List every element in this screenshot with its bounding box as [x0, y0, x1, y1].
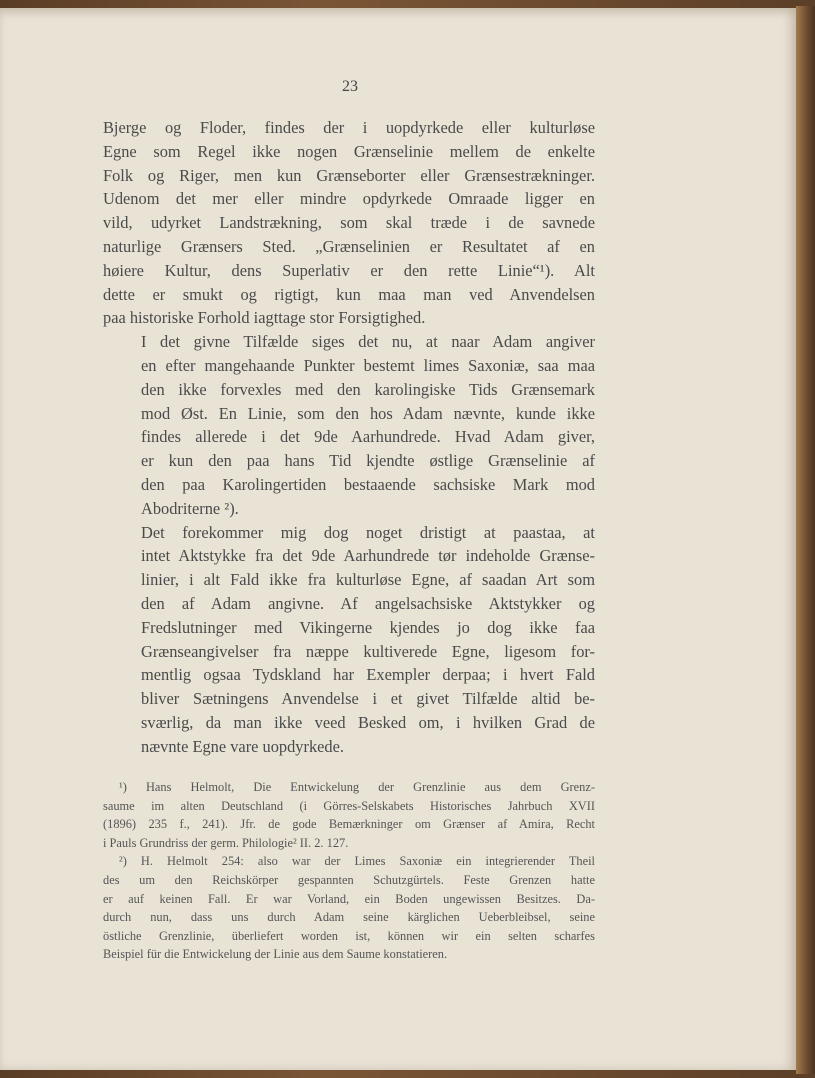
footnote-line: Beispiel für die Entwickelung der Linie aus dem Saume konstatieren. [103, 947, 448, 962]
footnote-line: er auf keinen Fall. Er war Vorland, ein Boden ungewissen Besitzes. Da- [103, 891, 595, 906]
text-line: linier, i alt Fald ikke fra kulturløse Egne, af saadan Art som [141, 570, 595, 590]
text-line: naturlige Grænsers Sted. „Grænselinien er Resultatet af en [103, 236, 595, 256]
paragraph-1 [103, 116, 595, 330]
page-number: 23 [342, 78, 358, 95]
text-line: høiere Kultur, dens Superlativ er den rette Linie“¹). Alt [103, 260, 595, 280]
text-line: den paa Karolingertiden bestaaende sachsiske Mark mod [141, 474, 595, 494]
text-line: Udenom det mer eller mindre opdyrkede Omraade ligger en [103, 189, 595, 209]
footnotes [103, 778, 595, 964]
body-text [103, 116, 595, 759]
text-line: mentlig ogsaa Tydskland har Exempler derpaa; i hvert Fald [141, 665, 595, 685]
footnote-line: des um den Reichskörper gespannten Schutzgürtels. Feste Grenzen hatte [103, 872, 595, 887]
text-line: nævnte Egne vare uopdyrkede. [141, 736, 344, 756]
text-line: Grænseangivelser fra næppe kultiverede Egne, ligesom for- [141, 641, 595, 661]
text-line: findes allerede i det 9de Aarhundrede. Hvad Adam giver, [141, 427, 595, 447]
footnote-line: saume im alten Deutschland (i Görres-Selskabets Historisches Jahrbuch XVII [103, 798, 595, 813]
text-line: en efter mangehaande Punkter bestemt limes Saxoniæ, saa maa [141, 355, 595, 375]
text-line: Det forekommer mig dog noget dristigt at paastaa, at [141, 522, 595, 542]
text-line: bliver Sætningens Anvendelse i et givet Tilfælde altid be- [141, 689, 595, 709]
text-line: dette er smukt og rigtigt, kun maa man ved Anvendelsen [103, 284, 595, 304]
footnote-line: i Pauls Grundriss der germ. Philologie² II. 2. 127. [103, 835, 349, 850]
text-line: Bjerge og Floder, findes der i uopdyrkede eller kulturløse [103, 118, 595, 137]
text-line: I det givne Tilfælde siges det nu, at naar Adam angiver [141, 332, 595, 352]
text-line: er kun den paa hans Tid kjendte østlige Grænselinie af [141, 451, 595, 471]
text-line: sværlig, da man ikke veed Besked om, i hvilken Grad de [141, 712, 595, 732]
text-line: den ikke forvexles med den karolingiske Tids Grænsemark [141, 379, 595, 399]
page-edge [796, 6, 815, 1074]
paragraph-3 [103, 521, 595, 759]
text-line: Fredslutninger med Vikingerne kjendes jo dog ikke faa [141, 617, 595, 637]
text-line: Abodriterne ²). [141, 498, 239, 518]
footnote-line: ¹) Hans Helmolt, Die Entwickelung der Grenzlinie aus dem Grenz- [119, 780, 595, 794]
footnote-1 [103, 778, 595, 852]
footnote-line: östliche Grenzlinie, überliefert worden ist, können wir ein selten scharfes [103, 928, 595, 943]
text-line: intet Aktstykke fra det 9de Aarhundrede tør indeholde Grænse- [141, 546, 595, 566]
footnote-line: durch nun, dass uns durch Adam seine kärglichen Ueberbleibsel, seine [103, 910, 595, 925]
text-line: Egne som Regel ikke nogen Grænselinie mellem de enkelte [103, 141, 595, 161]
text-line: Folk og Riger, men kun Grænseborter eller Grænsestrækninger. [103, 165, 595, 185]
footnote-line: (1896) 235 f., 241). Jfr. de gode Bemærkninger om Grænser af Amira, Recht [103, 817, 595, 832]
text-line: den af Adam angivne. Af angelsachsiske Aktstykker og [141, 593, 595, 613]
text-line: paa historiske Forhold iagttage stor Forsigtighed. [103, 308, 426, 328]
footnote-2 [103, 852, 595, 964]
text-line: vild, udyrket Landstrækning, som skal træde i de savnede [103, 213, 595, 233]
paragraph-2 [103, 330, 595, 520]
text-line: mod Øst. En Linie, som den hos Adam nævnte, kunde ikke [141, 403, 595, 423]
footnote-line: ²) H. Helmolt 254: also war der Limes Saxoniæ ein integrierender Theil [119, 854, 595, 869]
book-page [0, 8, 796, 1070]
